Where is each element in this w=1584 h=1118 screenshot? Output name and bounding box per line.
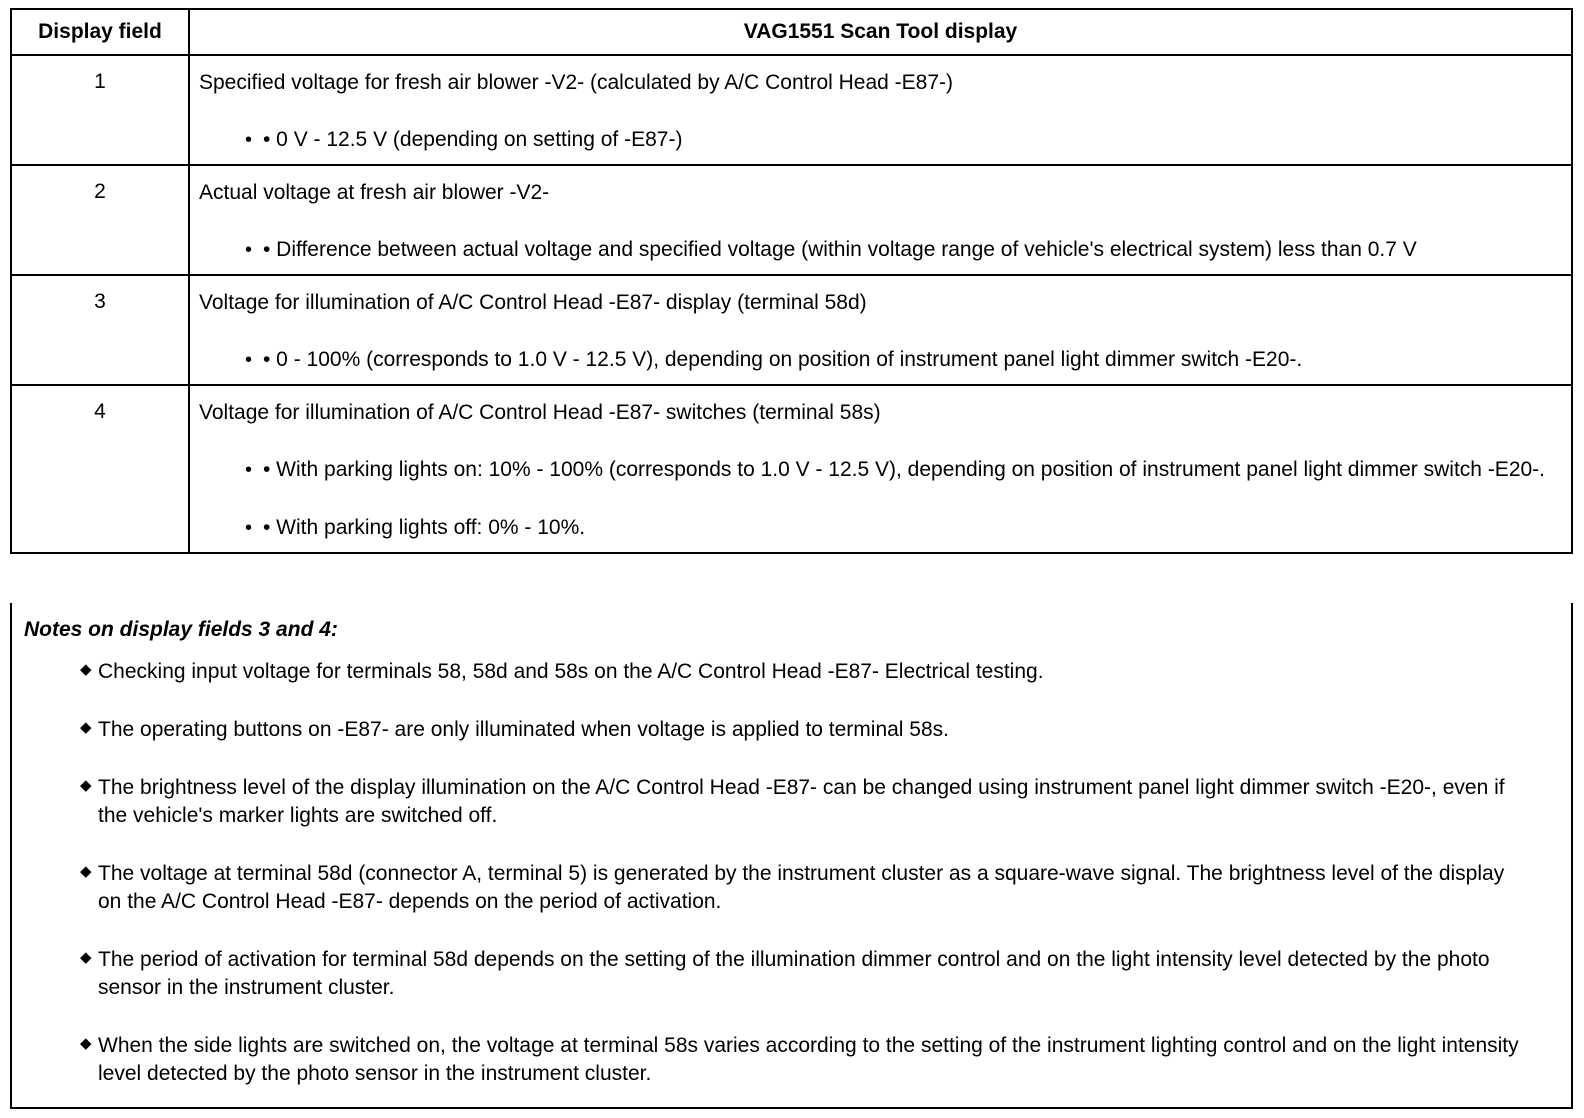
field-description-cell xyxy=(189,55,1572,165)
field-description-cell xyxy=(189,165,1572,275)
bullet-icon: • xyxy=(245,459,253,481)
field-number: 4 xyxy=(11,385,189,553)
note-item xyxy=(12,1032,1571,1088)
field-number: 1 xyxy=(11,55,189,165)
value-text: • 0 - 100% (corresponds to 1.0 V - 12.5 V), depending on position of instrument panel light dimmer switch -E20-. xyxy=(263,348,1303,371)
field-description: Voltage for illumination of A/C Control Head -E87- display (terminal 58d) xyxy=(199,291,867,314)
note-item xyxy=(12,774,1571,830)
value-text: • With parking lights on: 10% - 100% (corresponds to 1.0 V - 12.5 V), depending on position of instrument panel light dimmer switch -E20-. xyxy=(263,458,1546,481)
diamond-bullet-icon: ◆ xyxy=(80,863,92,880)
list-item xyxy=(199,346,1561,374)
diamond-bullet-icon: ◆ xyxy=(80,777,92,794)
value-list xyxy=(199,126,1561,154)
list-item xyxy=(199,236,1561,264)
note-item xyxy=(12,658,1571,686)
notes-title: Notes on display fields 3 and 4: xyxy=(24,618,338,641)
bullet-icon: • xyxy=(245,517,253,539)
header-scan-tool-display: VAG1551 Scan Tool display xyxy=(189,9,1572,55)
field-description: Actual voltage at fresh air blower -V2- xyxy=(199,181,550,204)
note-text: The brightness level of the display illumination on the A/C Control Head -E87- can be changed using instrument panel light dimmer switch -E20-, even if the vehicle's marker lights are switched off. xyxy=(98,776,1505,827)
list-item xyxy=(199,126,1561,154)
table-row xyxy=(11,55,1572,165)
value-list xyxy=(199,456,1561,542)
value-text: • With parking lights off: 0% - 10%. xyxy=(263,516,586,539)
header-display-field: Display field xyxy=(11,9,189,55)
table-header-row xyxy=(11,9,1572,55)
value-list xyxy=(199,236,1561,264)
notes-box xyxy=(10,603,1573,1109)
note-text: The period of activation for terminal 58d depends on the setting of the illumination dimmer control and on the light intensity level detected by the photo sensor in the instrument cluster. xyxy=(98,948,1490,999)
diamond-bullet-icon: ◆ xyxy=(80,661,92,678)
display-fields-table xyxy=(10,8,1573,554)
note-text: The operating buttons on -E87- are only illuminated when voltage is applied to terminal 58s. xyxy=(98,718,950,741)
table-row xyxy=(11,165,1572,275)
note-text: Checking input voltage for terminals 58, 58d and 58s on the A/C Control Head -E87- Electrical testing. xyxy=(98,660,1044,683)
field-number: 3 xyxy=(11,275,189,385)
diamond-bullet-icon: ◆ xyxy=(80,1035,92,1052)
field-description-cell xyxy=(189,385,1572,553)
field-number: 2 xyxy=(11,165,189,275)
bullet-icon: • xyxy=(245,239,253,261)
note-text: When the side lights are switched on, the voltage at terminal 58s varies according to the setting of the instrument lighting control and on the light intensity level detected by the photo sensor in the instrument cluster. xyxy=(98,1034,1519,1085)
note-item xyxy=(12,946,1571,1002)
list-item xyxy=(199,456,1561,484)
field-description: Specified voltage for fresh air blower -V2- (calculated by A/C Control Head -E87-) xyxy=(199,71,954,94)
note-item xyxy=(12,716,1571,744)
table-row xyxy=(11,275,1572,385)
field-description-cell xyxy=(189,275,1572,385)
value-text: • Difference between actual voltage and specified voltage (within voltage range of vehicle's electrical system) less than 0.7 V xyxy=(263,238,1417,261)
list-item xyxy=(199,514,1561,542)
diamond-bullet-icon: ◆ xyxy=(80,719,92,736)
value-text: • 0 V - 12.5 V (depending on setting of -E87-) xyxy=(263,128,683,151)
diamond-bullet-icon: ◆ xyxy=(80,949,92,966)
table-row xyxy=(11,385,1572,553)
bullet-icon: • xyxy=(245,349,253,371)
note-item xyxy=(12,860,1571,916)
value-list xyxy=(199,346,1561,374)
bullet-icon: • xyxy=(245,129,253,151)
notes-list xyxy=(12,658,1571,1118)
field-description: Voltage for illumination of A/C Control Head -E87- switches (terminal 58s) xyxy=(199,401,881,424)
note-text: The voltage at terminal 58d (connector A, terminal 5) is generated by the instrument cluster as a square-wave signal. The brightness level of the display on the A/C Control Head -E87- depends on the period of activation. xyxy=(98,862,1505,913)
